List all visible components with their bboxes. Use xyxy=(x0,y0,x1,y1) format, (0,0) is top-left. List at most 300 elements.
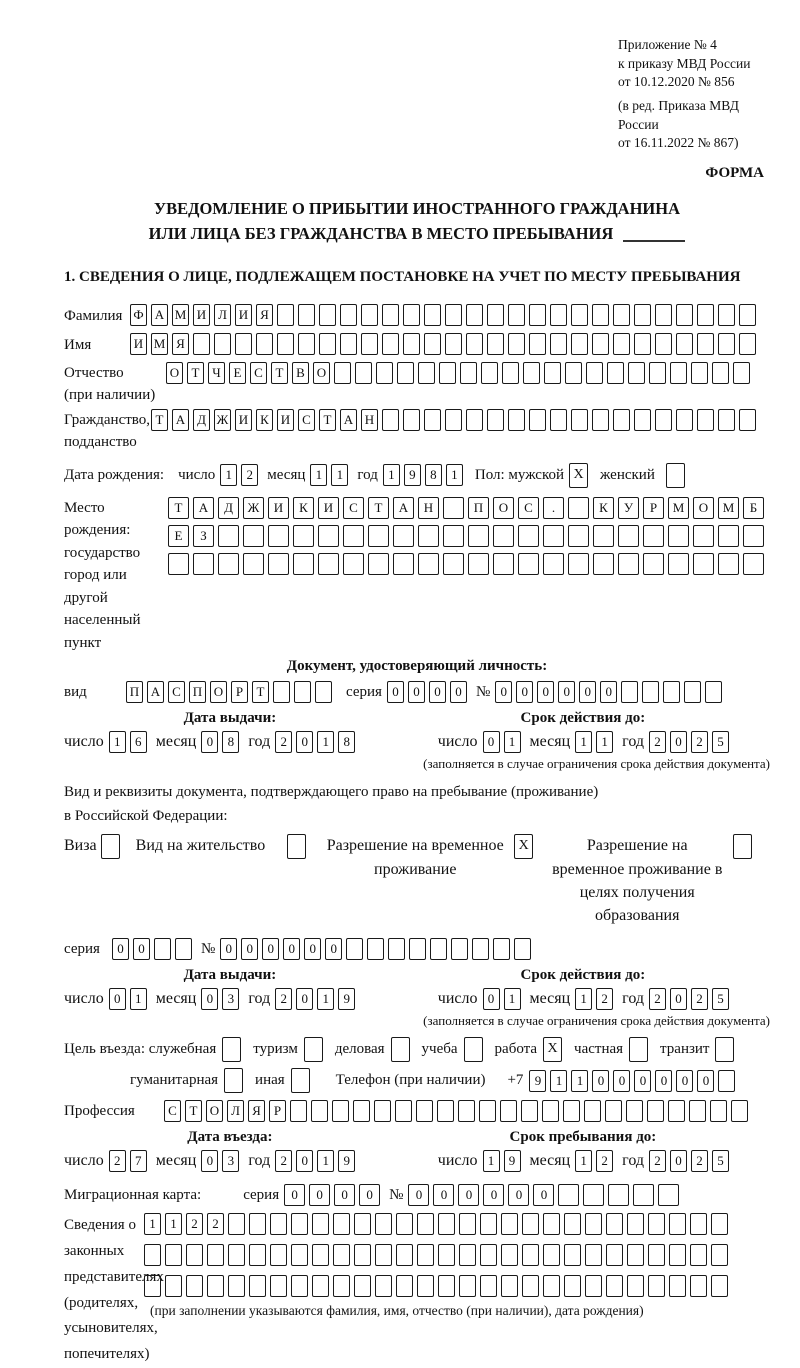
char-cell xyxy=(743,553,764,575)
char-cell xyxy=(340,333,357,355)
char-cell: 0 xyxy=(112,938,129,960)
visa-label: Виза xyxy=(64,837,97,855)
char-cell: У xyxy=(618,497,639,519)
char-cell xyxy=(291,1275,308,1297)
entry-dates xyxy=(64,1129,770,1173)
purpose-transit-checkbox xyxy=(715,1037,734,1062)
char-cell xyxy=(214,333,231,355)
appendix-reference xyxy=(618,36,770,153)
char-cell xyxy=(361,333,378,355)
char-cell xyxy=(629,1037,648,1062)
char-cell xyxy=(460,362,477,384)
char-cell xyxy=(186,1244,203,1266)
temp-residence-edu-checkbox xyxy=(733,834,752,859)
char-cell: 5 xyxy=(712,988,729,1010)
char-cell: 0 xyxy=(296,988,313,1010)
char-cell xyxy=(584,1100,601,1122)
char-cell: О xyxy=(693,497,714,519)
residence-permit-label: Вид на жительство xyxy=(135,837,266,855)
char-cell: 0 xyxy=(359,1184,380,1206)
char-cell: И xyxy=(193,304,210,326)
char-cell: 6 xyxy=(130,731,147,753)
char-cell xyxy=(451,938,468,960)
char-cell xyxy=(334,362,351,384)
phone-label: Телефон (при наличии) xyxy=(335,1072,486,1089)
char-cell xyxy=(690,1244,707,1266)
char-cell xyxy=(518,525,539,547)
char-cell: М xyxy=(718,497,739,519)
char-cell xyxy=(480,1275,497,1297)
char-cell xyxy=(333,1244,350,1266)
char-cell xyxy=(690,1275,707,1297)
char-cell: X xyxy=(543,1037,562,1062)
char-cell: К xyxy=(593,497,614,519)
char-cell: 0 xyxy=(283,938,300,960)
sex-female-checkbox xyxy=(666,463,685,488)
birthplace-row xyxy=(64,497,770,655)
char-cell xyxy=(647,1100,664,1122)
char-cell: Я xyxy=(172,333,189,355)
birthdate-label: Дата рождения: xyxy=(64,467,165,484)
entry-date-heading: Дата въезда: xyxy=(187,1129,273,1146)
char-cell xyxy=(312,1244,329,1266)
surname-label: Фамилия xyxy=(64,307,123,324)
valid-year-cells xyxy=(649,731,733,753)
char-cell xyxy=(669,1213,686,1235)
char-cell xyxy=(658,1184,679,1206)
char-cell: 2 xyxy=(186,1213,203,1235)
temp-residence-label: Разрешение на временное проживание xyxy=(326,837,504,878)
char-cell: Ж xyxy=(243,497,264,519)
option-residence-permit xyxy=(136,834,307,859)
temp-residence-checkbox xyxy=(514,834,533,859)
year-label: год xyxy=(357,467,378,484)
char-cell xyxy=(343,525,364,547)
identity-doc-heading: Документ, удостоверяющий личность: xyxy=(286,658,548,675)
char-cell xyxy=(287,834,306,859)
appendix-line: от 16.11.2022 № 867) xyxy=(618,135,739,151)
char-cell xyxy=(543,1213,560,1235)
char-cell: З xyxy=(193,525,214,547)
char-cell xyxy=(186,1275,203,1297)
char-cell xyxy=(235,333,252,355)
birthplace-cells-line1 xyxy=(168,497,768,519)
char-cell xyxy=(501,1275,518,1297)
char-cell: 0 xyxy=(133,938,150,960)
char-cell xyxy=(564,1213,581,1235)
char-cell xyxy=(340,304,357,326)
char-cell xyxy=(608,1184,629,1206)
doc-series-cells xyxy=(387,681,471,703)
purpose-private-checkbox xyxy=(629,1037,648,1062)
char-cell: 0 xyxy=(429,681,446,703)
char-cell xyxy=(558,1184,579,1206)
char-cell xyxy=(319,304,336,326)
char-cell xyxy=(228,1213,245,1235)
char-cell: И xyxy=(318,497,339,519)
char-cell: Я xyxy=(248,1100,265,1122)
char-cell xyxy=(564,1244,581,1266)
char-cell xyxy=(270,1244,287,1266)
char-cell xyxy=(315,681,332,703)
residence-series-row xyxy=(64,937,770,961)
valid-day-cells xyxy=(483,731,525,753)
char-cell xyxy=(518,553,539,575)
char-cell: 0 xyxy=(201,731,218,753)
char-cell: 0 xyxy=(537,681,554,703)
char-cell xyxy=(585,1275,602,1297)
firstname-label: Имя xyxy=(64,336,92,353)
char-cell: 2 xyxy=(596,988,613,1010)
char-cell xyxy=(224,1068,243,1093)
patronymic-label: Отчество (при наличии) xyxy=(64,364,156,404)
birth-day-cells xyxy=(220,464,262,486)
purpose-tourism-checkbox xyxy=(304,1037,323,1062)
char-cell: Ч xyxy=(208,362,225,384)
doc-kind-label: вид xyxy=(64,684,87,701)
form-title xyxy=(64,196,770,247)
char-cell: С xyxy=(343,497,364,519)
appendix-line: к приказу МВД России xyxy=(618,55,751,71)
char-cell xyxy=(523,362,540,384)
entry-month-cells xyxy=(201,1150,243,1172)
char-cell: 2 xyxy=(109,1150,126,1172)
char-cell: 1 xyxy=(130,988,147,1010)
char-cell xyxy=(443,497,464,519)
issue-date-line: число 1 6 месяц 0 8 год 2 0 1 8 xyxy=(64,730,396,754)
char-cell xyxy=(634,409,651,431)
birthplace-label: Место рождения: государство город или другой населенный пункт xyxy=(64,499,141,651)
char-cell: 0 xyxy=(600,681,617,703)
char-cell xyxy=(627,1275,644,1297)
char-cell: 1 xyxy=(331,464,348,486)
purpose-business-label: деловая xyxy=(334,1041,385,1058)
char-cell: Е xyxy=(168,525,189,547)
char-cell xyxy=(397,362,414,384)
profession-cells xyxy=(164,1100,752,1122)
purpose-row1 xyxy=(64,1037,770,1062)
char-cell: 2 xyxy=(596,1150,613,1172)
char-cell: А xyxy=(151,304,168,326)
char-cell: 0 xyxy=(495,681,512,703)
char-cell xyxy=(430,938,447,960)
char-cell xyxy=(718,333,735,355)
purpose-transit-label: транзит xyxy=(660,1041,710,1058)
stay-month-cells xyxy=(575,1150,617,1172)
char-cell xyxy=(544,362,561,384)
char-cell xyxy=(522,1244,539,1266)
valid-date-group xyxy=(396,710,770,754)
char-cell xyxy=(663,681,680,703)
char-cell: 7 xyxy=(130,1150,147,1172)
birthplace-cell-lines xyxy=(168,497,768,575)
char-cell xyxy=(376,362,393,384)
char-cell xyxy=(676,409,693,431)
char-cell: Р xyxy=(269,1100,286,1122)
char-cell xyxy=(375,1213,392,1235)
stay-date-line: число 1 9 месяц 1 2 год 2 0 2 5 xyxy=(396,1149,770,1173)
char-cell xyxy=(409,938,426,960)
char-cell: 1 xyxy=(575,988,592,1010)
char-cell: 0 xyxy=(201,988,218,1010)
char-cell xyxy=(424,409,441,431)
char-cell xyxy=(193,333,210,355)
purpose-work-checkbox xyxy=(543,1037,562,1062)
char-cell xyxy=(459,1275,476,1297)
issue-date-group xyxy=(64,710,396,754)
char-cell xyxy=(168,553,189,575)
char-cell: 0 xyxy=(483,988,500,1010)
char-cell xyxy=(586,362,603,384)
char-cell xyxy=(655,409,672,431)
char-cell: 8 xyxy=(338,731,355,753)
char-cell xyxy=(571,409,588,431)
char-cell xyxy=(445,304,462,326)
char-cell xyxy=(568,553,589,575)
char-cell: 2 xyxy=(691,731,708,753)
char-cell xyxy=(481,362,498,384)
representatives-cells-line1 xyxy=(144,1213,732,1235)
char-cell xyxy=(733,834,752,859)
char-cell xyxy=(382,333,399,355)
char-cell xyxy=(592,409,609,431)
char-cell xyxy=(417,1213,434,1235)
char-cell: Н xyxy=(418,497,439,519)
residence-number-label: № xyxy=(200,941,216,958)
char-cell: 0 xyxy=(670,988,687,1010)
char-cell xyxy=(718,409,735,431)
char-cell: 3 xyxy=(222,988,239,1010)
char-cell xyxy=(493,525,514,547)
char-cell xyxy=(643,553,664,575)
char-cell: Т xyxy=(168,497,189,519)
char-cell xyxy=(690,1213,707,1235)
purpose-other-checkbox xyxy=(291,1068,310,1093)
char-cell xyxy=(318,525,339,547)
char-cell xyxy=(445,333,462,355)
char-cell: К xyxy=(293,497,314,519)
char-cell: 1 xyxy=(483,1150,500,1172)
char-cell xyxy=(312,1275,329,1297)
char-cell xyxy=(642,681,659,703)
patronymic-row xyxy=(64,362,770,407)
char-cell: А xyxy=(193,497,214,519)
char-cell xyxy=(368,553,389,575)
char-cell xyxy=(291,1068,310,1093)
char-cell xyxy=(396,1213,413,1235)
representatives-footnote: (при заполнении указываются фамилия, имя, отчество (при наличии), дата рождения) xyxy=(150,1303,644,1319)
char-cell xyxy=(480,1244,497,1266)
char-cell xyxy=(627,1244,644,1266)
title-blank-line xyxy=(623,240,685,242)
char-cell: 0 xyxy=(508,1184,529,1206)
char-cell: 0 xyxy=(533,1184,554,1206)
visa-checkbox xyxy=(101,834,120,859)
char-cell: 2 xyxy=(649,1150,666,1172)
issue-date-group2 xyxy=(64,967,396,1011)
char-cell xyxy=(222,1037,241,1062)
purpose-work-label: работа xyxy=(494,1041,538,1058)
char-cell xyxy=(218,553,239,575)
purpose-official-label: служебная xyxy=(148,1041,217,1058)
char-cell xyxy=(605,1100,622,1122)
sex-female-label: женский xyxy=(600,467,655,484)
char-cell xyxy=(634,304,651,326)
migration-card-label: Миграционная карта: xyxy=(64,1187,202,1204)
char-cell: 1 xyxy=(165,1213,182,1235)
char-cell xyxy=(697,304,714,326)
valid2-month-cells xyxy=(575,988,617,1010)
char-cell xyxy=(207,1244,224,1266)
char-cell xyxy=(543,1244,560,1266)
char-cell xyxy=(529,304,546,326)
char-cell: 0 xyxy=(483,731,500,753)
char-cell xyxy=(243,553,264,575)
char-cell: 0 xyxy=(450,681,467,703)
char-cell xyxy=(438,1244,455,1266)
char-cell: 0 xyxy=(670,1150,687,1172)
valid-date-group2 xyxy=(396,967,770,1011)
char-cell xyxy=(508,333,525,355)
char-cell: В xyxy=(292,362,309,384)
migration-series-cells xyxy=(284,1184,384,1206)
valid-month-cells xyxy=(575,731,617,753)
residence-number-cells xyxy=(220,938,535,960)
char-cell xyxy=(550,409,567,431)
char-cell xyxy=(710,1100,727,1122)
char-cell: 0 xyxy=(262,938,279,960)
char-cell: 0 xyxy=(483,1184,504,1206)
char-cell: 1 xyxy=(575,1150,592,1172)
char-cell xyxy=(733,362,750,384)
char-cell xyxy=(571,304,588,326)
char-cell: О xyxy=(166,362,183,384)
char-cell: 5 xyxy=(712,731,729,753)
char-cell xyxy=(592,333,609,355)
char-cell: О xyxy=(493,497,514,519)
valid-date-heading: Срок действия до: xyxy=(520,710,646,727)
char-cell: 0 xyxy=(387,681,404,703)
char-cell xyxy=(542,1100,559,1122)
char-cell xyxy=(543,1275,560,1297)
valid-date-line2: число 0 1 месяц 1 2 год 2 0 2 5 xyxy=(396,987,770,1011)
char-cell: 0 xyxy=(408,1184,429,1206)
char-cell: А xyxy=(393,497,414,519)
char-cell xyxy=(270,1275,287,1297)
char-cell: 1 xyxy=(596,731,613,753)
doc-number-label: № xyxy=(475,684,491,701)
char-cell xyxy=(731,1100,748,1122)
char-cell: Т xyxy=(368,497,389,519)
char-cell: П xyxy=(189,681,206,703)
char-cell: 1 xyxy=(504,731,521,753)
validity-footnote: (заполняется в случае ограничения срока действия документа) xyxy=(423,756,770,772)
char-cell xyxy=(508,409,525,431)
valid-date-heading2: Срок действия до: xyxy=(520,967,646,984)
char-cell: 9 xyxy=(338,988,355,1010)
char-cell xyxy=(655,304,672,326)
char-cell xyxy=(487,304,504,326)
entry-date-group xyxy=(64,1129,396,1173)
stay-year-cells xyxy=(649,1150,733,1172)
char-cell: 8 xyxy=(425,464,442,486)
char-cell: И xyxy=(277,409,294,431)
char-cell xyxy=(522,1213,539,1235)
char-cell: Т xyxy=(187,362,204,384)
char-cell xyxy=(565,362,582,384)
char-cell: 0 xyxy=(201,1150,218,1172)
char-cell xyxy=(466,304,483,326)
validity-footnote2: (заполняется в случае ограничения срока действия документа) xyxy=(423,1013,770,1029)
char-cell xyxy=(291,1244,308,1266)
char-cell xyxy=(649,362,666,384)
char-cell xyxy=(293,553,314,575)
char-cell xyxy=(487,333,504,355)
char-cell xyxy=(607,362,624,384)
char-cell xyxy=(502,362,519,384)
entry-day-cells xyxy=(109,1150,151,1172)
char-cell: 0 xyxy=(334,1184,355,1206)
char-cell xyxy=(375,1244,392,1266)
char-cell xyxy=(256,333,273,355)
char-cell: С xyxy=(250,362,267,384)
char-cell: О xyxy=(313,362,330,384)
char-cell xyxy=(298,304,315,326)
residence-doc-intro: Вид и реквизиты документа, подтверждающего право на пребывание (проживание) в Российской Федерации: xyxy=(64,784,599,825)
issue2-year-cells xyxy=(275,988,359,1010)
char-cell xyxy=(628,362,645,384)
char-cell xyxy=(669,1244,686,1266)
char-cell: Р xyxy=(643,497,664,519)
char-cell: 0 xyxy=(309,1184,330,1206)
char-cell xyxy=(443,553,464,575)
char-cell xyxy=(468,553,489,575)
entry-date-line: число 2 7 месяц 0 3 год 2 0 1 9 xyxy=(64,1149,396,1173)
char-cell: 0 xyxy=(634,1070,651,1092)
char-cell: 5 xyxy=(712,1150,729,1172)
char-cell xyxy=(459,1213,476,1235)
char-cell xyxy=(319,333,336,355)
form-title-line1: УВЕДОМЛЕНИЕ О ПРИБЫТИИ ИНОСТРАННОГО ГРАЖДАНИНА xyxy=(153,198,681,218)
char-cell: А xyxy=(340,409,357,431)
char-cell: 0 xyxy=(284,1184,305,1206)
char-cell xyxy=(346,938,363,960)
char-cell: 0 xyxy=(558,681,575,703)
char-cell xyxy=(472,938,489,960)
char-cell xyxy=(355,362,372,384)
stay-date-heading: Срок пребывания до: xyxy=(509,1129,657,1146)
char-cell xyxy=(521,1100,538,1122)
char-cell: 1 xyxy=(144,1213,161,1235)
month-label: месяц xyxy=(267,467,306,484)
char-cell: 2 xyxy=(207,1213,224,1235)
char-cell: М xyxy=(151,333,168,355)
char-cell xyxy=(592,304,609,326)
char-cell: Б xyxy=(743,497,764,519)
char-cell xyxy=(648,1244,665,1266)
char-cell xyxy=(445,409,462,431)
issue-date-line2: число 0 1 месяц 0 3 год 2 0 1 9 xyxy=(64,987,396,1011)
char-cell xyxy=(568,497,589,519)
char-cell xyxy=(388,938,405,960)
char-cell xyxy=(466,409,483,431)
char-cell: 2 xyxy=(241,464,258,486)
char-cell: X xyxy=(514,834,533,859)
appendix-line: от 10.12.2020 № 856 xyxy=(618,74,735,90)
char-cell xyxy=(144,1244,161,1266)
entry-year-cells xyxy=(275,1150,359,1172)
char-cell xyxy=(676,304,693,326)
